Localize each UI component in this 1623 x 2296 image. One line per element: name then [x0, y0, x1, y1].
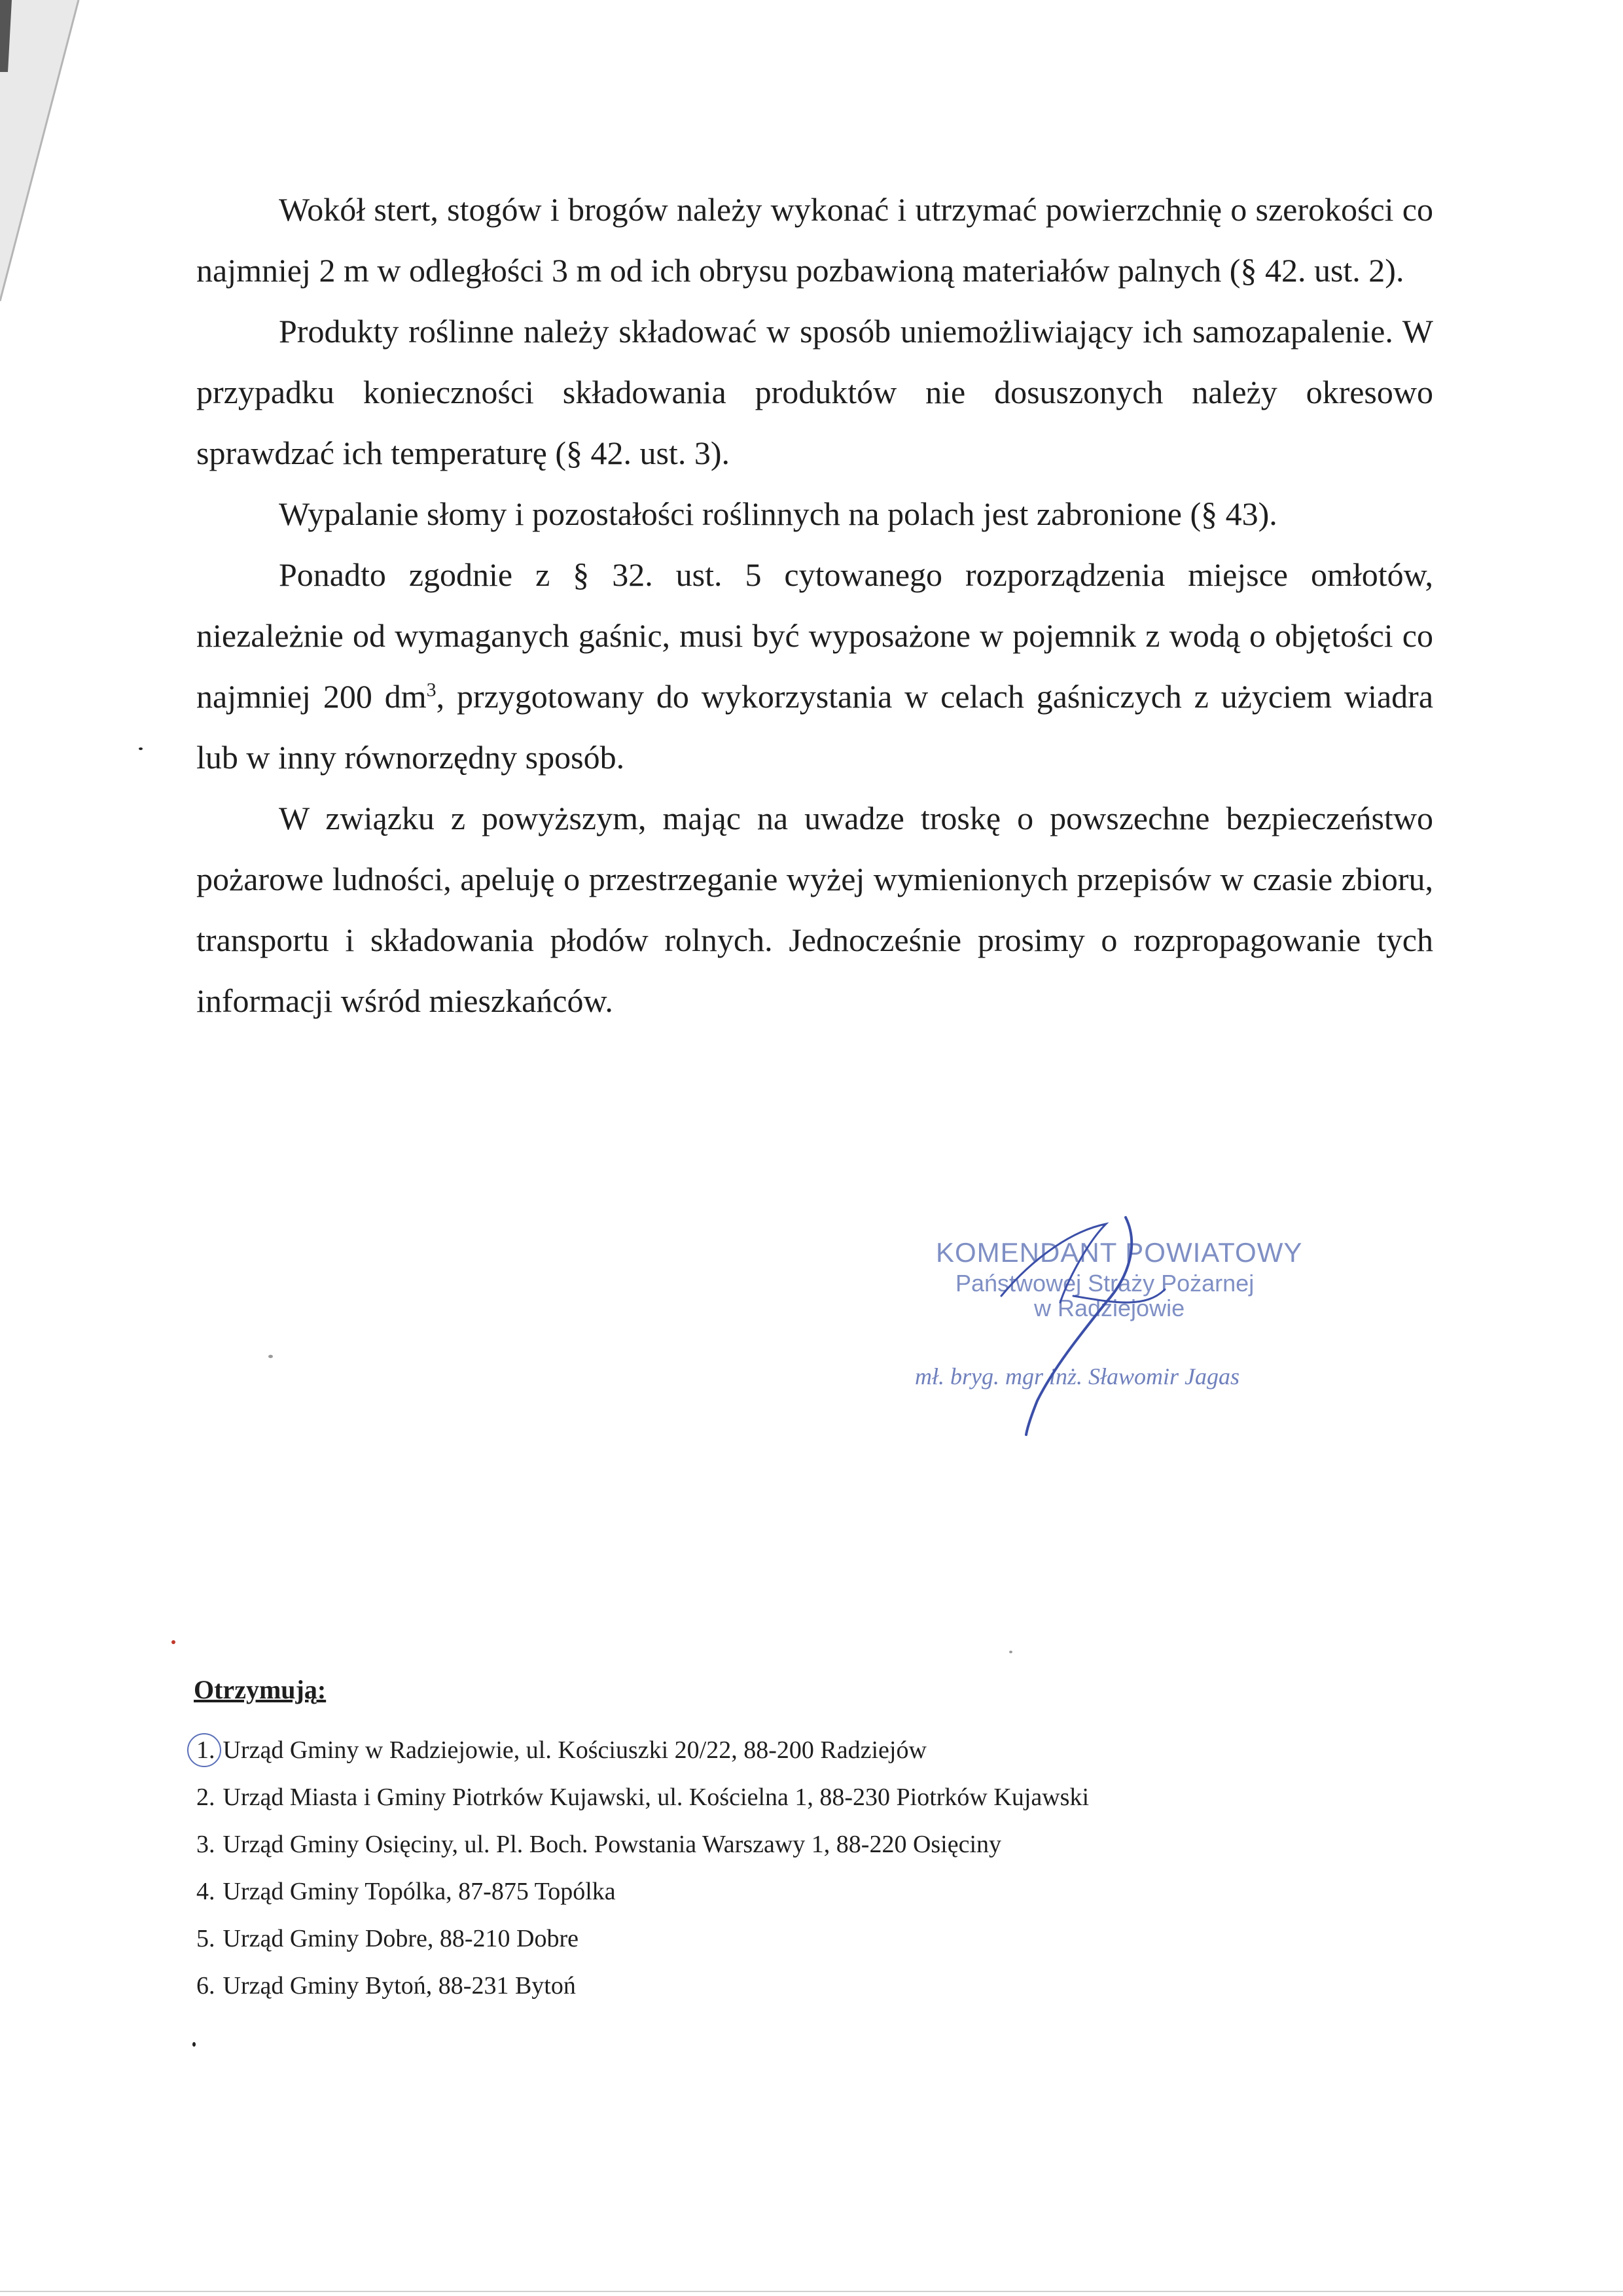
recipient-number: 3. [196, 1831, 215, 1858]
letter-body [196, 179, 1433, 1031]
recipients-heading: Otrzymują: [194, 1675, 327, 1704]
paragraph-3: Wypalanie słomy i pozostałości roślinnych na polach jest zabronione (§ 43). [279, 495, 1277, 532]
list-item [196, 1868, 1440, 1915]
list-item [196, 1727, 1440, 1774]
paragraph-1: Wokół stert, stogów i brogów należy wykonać i utrzymać powierzchnię o szerokości co najmniej 2 m w odległości 3 m od ich obrysu pozbawioną materiałów palnych (§ 42. ust. 2). [196, 191, 1433, 289]
stamp-signatory-name: mł. bryg. mgr inż. Sławomir Jagas [915, 1363, 1240, 1390]
recipient-number: 5. [196, 1925, 215, 1952]
paragraph-5: W związku z powyższym, mając na uwadze troskę o powszechne bezpieczeństwo pożarowe ludności, apeluję o przestrzeganie wyżej wymienionych przepisów w czasie zbioru, transportu i składowania płodów rolnych. Jednocześnie prosimy o rozpropagowanie tych informacji wśród mieszkańców. [196, 800, 1433, 1019]
list-item [196, 1915, 1440, 1962]
superscript-3: 3 [426, 679, 437, 701]
list-item [196, 1962, 1440, 2009]
recipient-text: Urząd Miasta i Gminy Piotrków Kujawski, ul. Kościelna 1, 88-230 Piotrków Kujawski [223, 1784, 1090, 1811]
recipient-text: Urząd Gminy w Radziejowie, ul. Kościuszki 20/22, 88-200 Radziejów [223, 1736, 927, 1764]
list-item [196, 1774, 1440, 1821]
stamp-title: KOMENDANT POWIATOWY [936, 1237, 1303, 1268]
recipient-text: Urząd Gminy Osięciny, ul. Pl. Boch. Powstania Warszawy 1, 88-220 Osięciny [223, 1831, 1002, 1858]
paragraph-2: Produkty roślinne należy składować w sposób uniemożliwiający ich samozapalenie. W przypadku konieczności składowania produktów nie dosuszonych należy okresowo sprawdzać ich temperaturę (§ 42. ust. 3). [196, 313, 1433, 471]
scan-speck [139, 747, 143, 750]
stamp-place: w Radziejowie [1034, 1295, 1185, 1321]
recipient-number: 2. [196, 1784, 215, 1811]
recipient-text: Urząd Gminy Bytoń, 88-231 Bytoń [223, 1972, 576, 2000]
list-item [196, 1821, 1440, 1868]
paragraph-4 [196, 545, 1433, 788]
recipient-text: Urząd Gminy Dobre, 88-210 Dobre [223, 1925, 579, 1952]
recipient-text: Urząd Gminy Topólka, 87-875 Topólka [223, 1878, 616, 1905]
scan-edge-shadow [0, 0, 92, 314]
scan-speck [1009, 1651, 1012, 1653]
recipients-list [196, 1727, 1440, 2009]
scan-speck [171, 1640, 175, 1644]
paragraph-4-text-end: , przygotowany do wykorzystania w celach gaśniczych z użyciem wiadra lub w inny równorzędny sposób. [196, 678, 1434, 776]
paragraph-4-text: Ponadto zgodnie z § 32. ust. 5 cytowanego rozporządzenia miejsce omłotów, niezależnie od wymaganych gaśnic, musi być wyposażone w pojemnik z wodą o objętości co najmniej 200 dm [196, 556, 1433, 715]
scan-speck [268, 1355, 273, 1358]
stamp-organization: Państwowej Straży Pożarnej [955, 1270, 1255, 1297]
recipient-number: 4. [196, 1878, 215, 1905]
handwritten-signature [975, 1204, 1171, 1440]
scan-bottom-edge [0, 2291, 1623, 2292]
scan-speck [192, 2042, 196, 2047]
recipient-number: 6. [196, 1972, 215, 2000]
recipient-number: 1. [196, 1736, 215, 1764]
circled-mark-icon [187, 1733, 221, 1767]
